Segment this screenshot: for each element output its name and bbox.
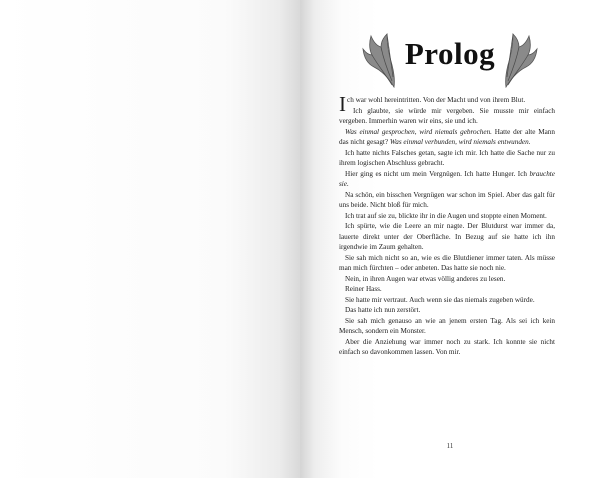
page-number: 11	[446, 442, 454, 450]
paragraph	[339, 316, 555, 337]
text-segment: Ich spürte, wie die Leere an mir nagte. Der Blutdurst war immer da, lauerte direkt unter der Oberfläche. In Bezug auf sie hatte ich ihn irgendwie im Zaum gehalten.	[339, 222, 555, 251]
paragraph	[339, 253, 555, 274]
text-segment: Sie sah mich nicht so an, wie es die Blutdiener immer taten. Als müsse man mich fürchten – oder anbeten. Das hatte sie noch nie.	[339, 253, 555, 272]
text-segment: Nein, in ihren Augen war etwas völlig anderes zu lesen.	[345, 274, 506, 283]
italic-text: brauchte sie.	[339, 169, 555, 188]
paragraph	[339, 211, 555, 222]
paragraph	[339, 148, 555, 169]
drop-cap: I	[339, 92, 346, 116]
text-segment: Sie sah mich genauso an wie an jenem ersten Tag. Als sei ich kein Mensch, sondern ein Monster.	[339, 316, 555, 335]
paragraph	[339, 169, 555, 190]
text-segment: Aber die Anziehung war immer noch zu stark. Ich konnte sie nicht einfach so davonkommen lassen. Von mir.	[339, 337, 555, 356]
chapter-body-text	[339, 92, 555, 358]
text-segment: ch war wohl hereintritten. Von der Macht und von ihrem Blut.	[347, 96, 526, 104]
paragraph	[339, 305, 555, 316]
text-segment: Hier ging es nicht um mein Vergnügen. Ich hatte Hunger. Ich	[345, 169, 530, 178]
chapter-title: Prolog	[404, 36, 496, 71]
paragraph	[339, 295, 555, 306]
text-segment: Sie hatte mir vertraut. Auch wenn sie das niemals zugeben würde.	[345, 295, 535, 304]
text-segment: Reiner Hass.	[345, 285, 382, 293]
paragraph	[339, 274, 555, 285]
chapter-heading	[300, 30, 600, 90]
text-segment: Ich hatte nichts Falsches getan, sagte ich mir. Ich hatte die Sache nur zu ihrem logischen Abschluss gebracht.	[339, 148, 555, 167]
paragraph	[339, 284, 555, 295]
text-segment: Ich trat auf sie zu, blickte ihr in die Augen und stoppte einen Moment.	[345, 211, 547, 220]
paragraph	[339, 190, 555, 211]
paragraph	[339, 337, 555, 358]
paragraph	[339, 106, 555, 127]
italic-text: Was einmal gesprochen, wird niemals gebrochen.	[345, 127, 492, 136]
text-segment: Ich glaubte, sie würde mir vergeben. Sie musste mir einfach vergeben. Immerhin waren wir eins, sie und ich.	[339, 106, 555, 125]
italic-text: Was einmal verbunden, wird niemals entwunden.	[389, 138, 531, 146]
text-segment: Das hatte ich nun zerstört.	[345, 306, 421, 314]
text-segment: Hatte der alte Mann das nicht gesagt?	[339, 127, 555, 146]
paragraph	[339, 127, 555, 148]
paragraph	[339, 221, 555, 253]
bat-wing-right-icon	[504, 33, 538, 89]
text-segment: Na schön, ein bisschen Vergnügen war schon im Spiel. Aber das galt für uns beide. Nicht bloß für mich.	[339, 190, 555, 209]
